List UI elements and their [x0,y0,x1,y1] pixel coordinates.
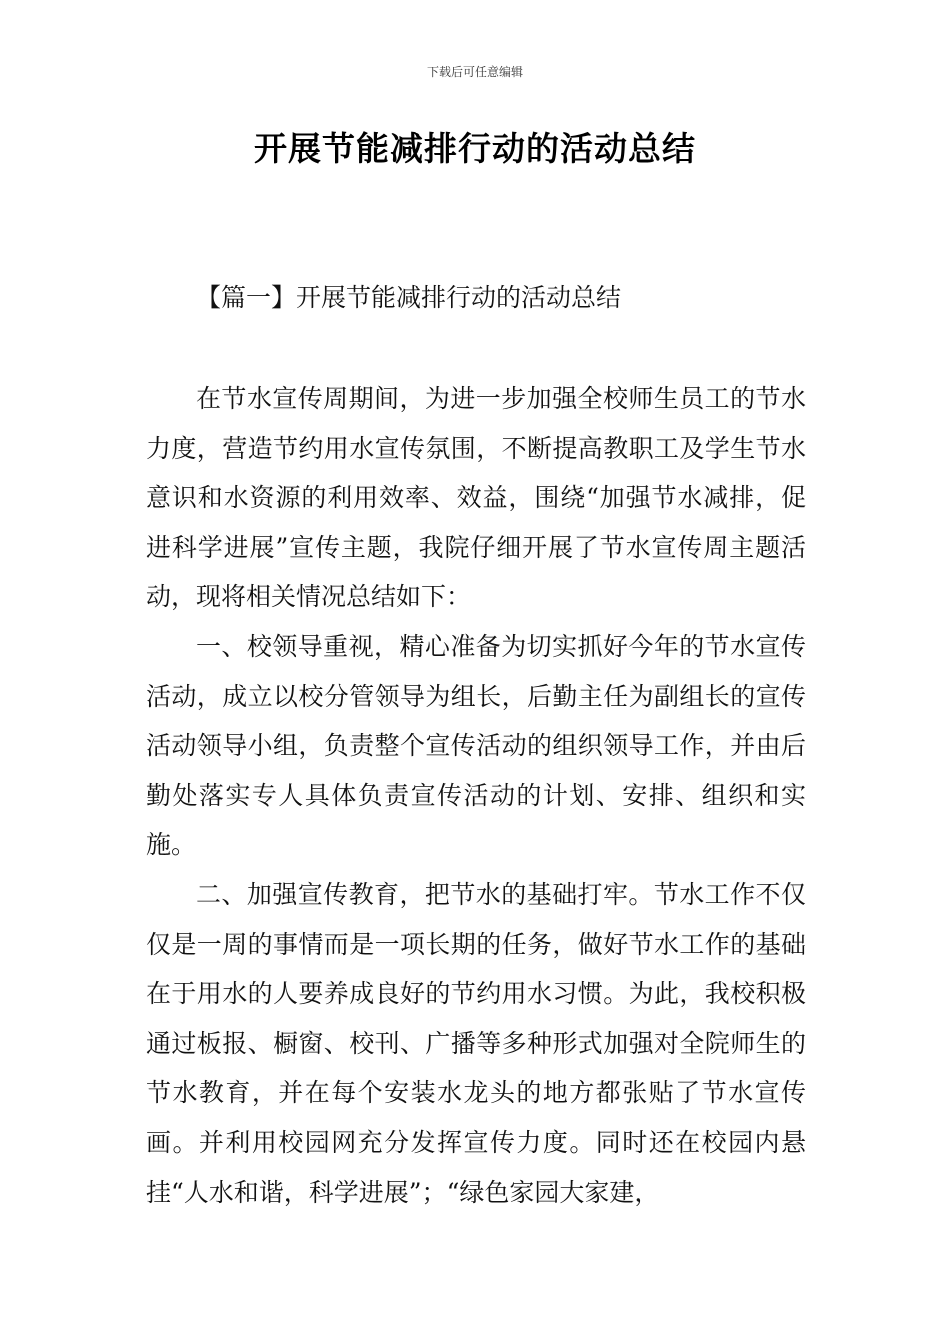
section-heading: 【篇一】开展节能减排行动的活动总结 [196,283,622,312]
body-paragraph: 二、加强宣传教育，把节水的基础打牢。节水工作不仅仅是一周的事情而是一项长期的任务，做好节水工作的基础在于用水的人要养成良好的节约用水习惯。为此，我校积极通过板报、橱窗、校刊、广播等多种形式加强对全院师生的节水教育，并在每个安装水龙头的地方都张贴了节水宣传画。并利用校园网充分发挥宣传力度。同时还在校园内悬挂“人水和谐，科学进展”；“绿色家园大家建， [146,879,806,1207]
body-paragraph: 一、校领导重视，精心准备为切实抓好今年的节水宣传活动，成立以校分管领导为组长，后勤主任为副组长的宣传活动领导小组，负责整个宣传活动的组织领导工作，并由后勤处落实专人具体负责宣传活动的计划、安排、组织和实施。 [146,631,806,860]
body-paragraph: 在节水宣传周期间，为进一步加强全校师生员工的节水力度，营造节约用水宣传氛围，不断提高教职工及学生节水意识和水资源的利用效率、效益，围绕“加强节水减排，促进科学进展”宣传主题，我院仔细开展了节水宣传周主题活动，现将相关情况总结如下： [146,384,806,612]
document-body [146,374,806,1217]
header-note: 下载后可任意编辑 [426,65,523,79]
document-title: 开展节能减排行动的活动总结 [254,129,696,168]
